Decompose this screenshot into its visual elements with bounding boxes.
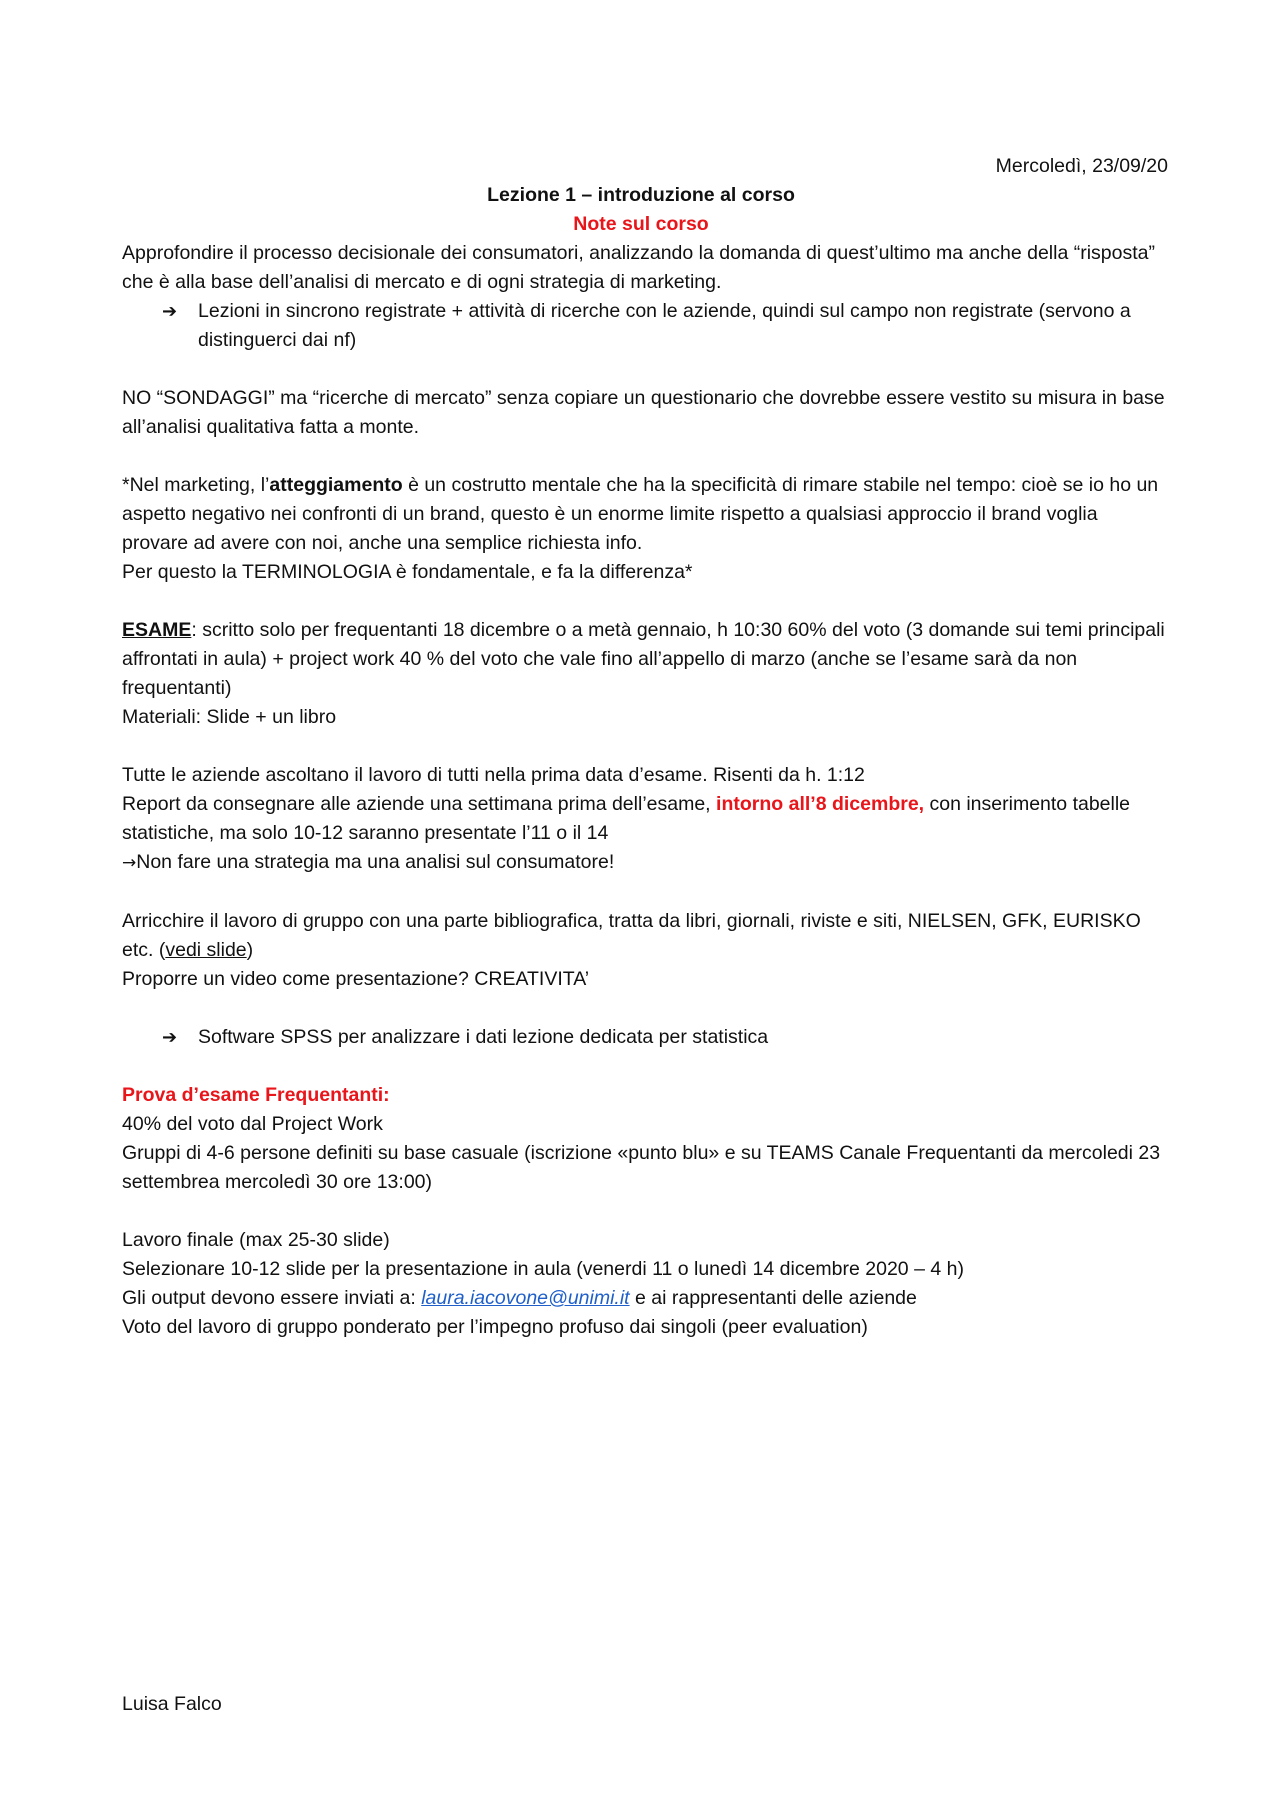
groups-paragraph: Gruppi di 4-6 persone definiti su base casuale (iscrizione «punto blu» e su TEAMS Canale Frequentanti da mercoledi 23 settembrea mercoledì 30 ore 13:00) xyxy=(122,1142,1161,1193)
footer-author: Luisa Falco xyxy=(122,1693,222,1715)
sondaggi-paragraph: NO “SONDAGGI” ma “ricerche di mercato” senza copiare un questionario che dovrebbe essere vestito su misura in base all’analisi qualitativa fatta a monte. xyxy=(122,387,1165,438)
atteggiamento-paragraph xyxy=(122,471,1168,558)
text-fragment: Report da consegnare alle aziende una settimana prima dell’esame, xyxy=(122,793,717,815)
text-fragment: e ai rappresentanti delle aziende xyxy=(629,1287,917,1309)
text-fragment: è un costrutto mentale che ha la specificità di rimare stabile nel tempo: cioè se io ho un aspetto negativo nei confronti di un brand, questo è un enorme limite rispetto a qualsiasi approccio il brand voglia provare ad avere con noi, anche una semplice richiesta info. xyxy=(122,474,1159,554)
bibliografia-paragraph xyxy=(122,907,1168,965)
email-link[interactable]: laura.iacovone@unimi.it xyxy=(421,1287,630,1309)
vedi-slide-link[interactable]: vedi slide xyxy=(165,939,247,961)
text-fragment: ) xyxy=(246,939,254,961)
text-fragment: Non fare una strategia ma una analisi sul consumatore! xyxy=(136,851,615,873)
bullet-text: Software SPSS per analizzare i dati lezione dedicata per statistica xyxy=(198,1026,769,1048)
peer-evaluation-line: Voto del lavoro di gruppo ponderato per l’impegno profuso dai singoli (peer evaluation) xyxy=(122,1316,868,1338)
esame-label: ESAME xyxy=(122,619,192,641)
bullet-text: Lezioni in sincrono registrate + attività di ricerche con le aziende, quindi sul campo non registrate (servono a distinguerci dai nf) xyxy=(198,300,1131,351)
bold-term: atteggiamento xyxy=(269,474,403,496)
lesson-title: Lezione 1 – introduzione al corso xyxy=(487,184,795,206)
arrow-bullet-icon: ➔ xyxy=(162,1027,178,1048)
terminologia-line: Per questo la TERMINOLOGIA è fondamentale, e fa la differenza* xyxy=(122,561,693,583)
bullet-item-lessons xyxy=(122,297,1168,355)
materiali-line: Materiali: Slide + un libro xyxy=(122,706,337,728)
intro-paragraph: Approfondire il processo decisionale dei consumatori, analizzando la domanda di quest’ultimo ma anche della “risposta” che è alla base dell’analisi di mercato e di ogni strategia di marketing. xyxy=(122,242,1155,293)
exam-weight-line: 40% del voto dal Project Work xyxy=(122,1113,383,1135)
esame-paragraph xyxy=(122,616,1168,703)
report-paragraph xyxy=(122,790,1168,848)
text-fragment: : scritto solo per frequentanti 18 dicembre o a metà gennaio, h 10:30 60% del voto (3 domande sui temi principali affrontati in aula) + project work 40 % del voto che vale fino all’appello di marzo (anche se l’esame sarà da non frequentanti) xyxy=(122,619,1165,699)
output-line xyxy=(122,1284,1168,1313)
final-work-line: Lavoro finale (max 25-30 slide) xyxy=(122,1229,390,1251)
bullet-item-spss xyxy=(122,1023,1168,1052)
section-heading-exam: Prova d’esame Frequentanti: xyxy=(122,1084,390,1106)
right-arrow-icon: → xyxy=(122,853,137,873)
aziende-line: Tutte le aziende ascoltano il lavoro di tutti nella prima data d’esame. Risenti da h. 1:12 xyxy=(122,764,865,786)
document-body xyxy=(122,152,1168,1342)
text-fragment: Gli output devono essere inviati a: xyxy=(122,1287,422,1309)
text-fragment: con inserimento tabelle statistiche, ma solo 10-12 saranno presentate l’11 o il 14 xyxy=(122,793,1131,844)
section-heading-course-notes: Note sul corso xyxy=(573,213,709,235)
consumer-analysis-note xyxy=(122,848,1168,878)
lesson-date: Mercoledì, 23/09/20 xyxy=(995,155,1168,177)
video-line: Proporre un video come presentazione? CREATIVITA’ xyxy=(122,968,590,990)
presentation-line: Selezionare 10-12 slide per la presentazione in aula (venerdi 11 o lunedì 14 dicembre 2020 – 4 h) xyxy=(122,1258,964,1280)
arrow-bullet-icon: ➔ xyxy=(162,301,178,322)
text-fragment: Arricchire il lavoro di gruppo con una parte bibliografica, tratta da libri, giornali, riviste e siti, NIELSEN, GFK, EURISKO etc. ( xyxy=(122,910,1141,961)
deadline-highlight: intorno all’8 dicembre, xyxy=(716,793,925,815)
text-fragment: *Nel marketing, l’ xyxy=(122,474,270,496)
